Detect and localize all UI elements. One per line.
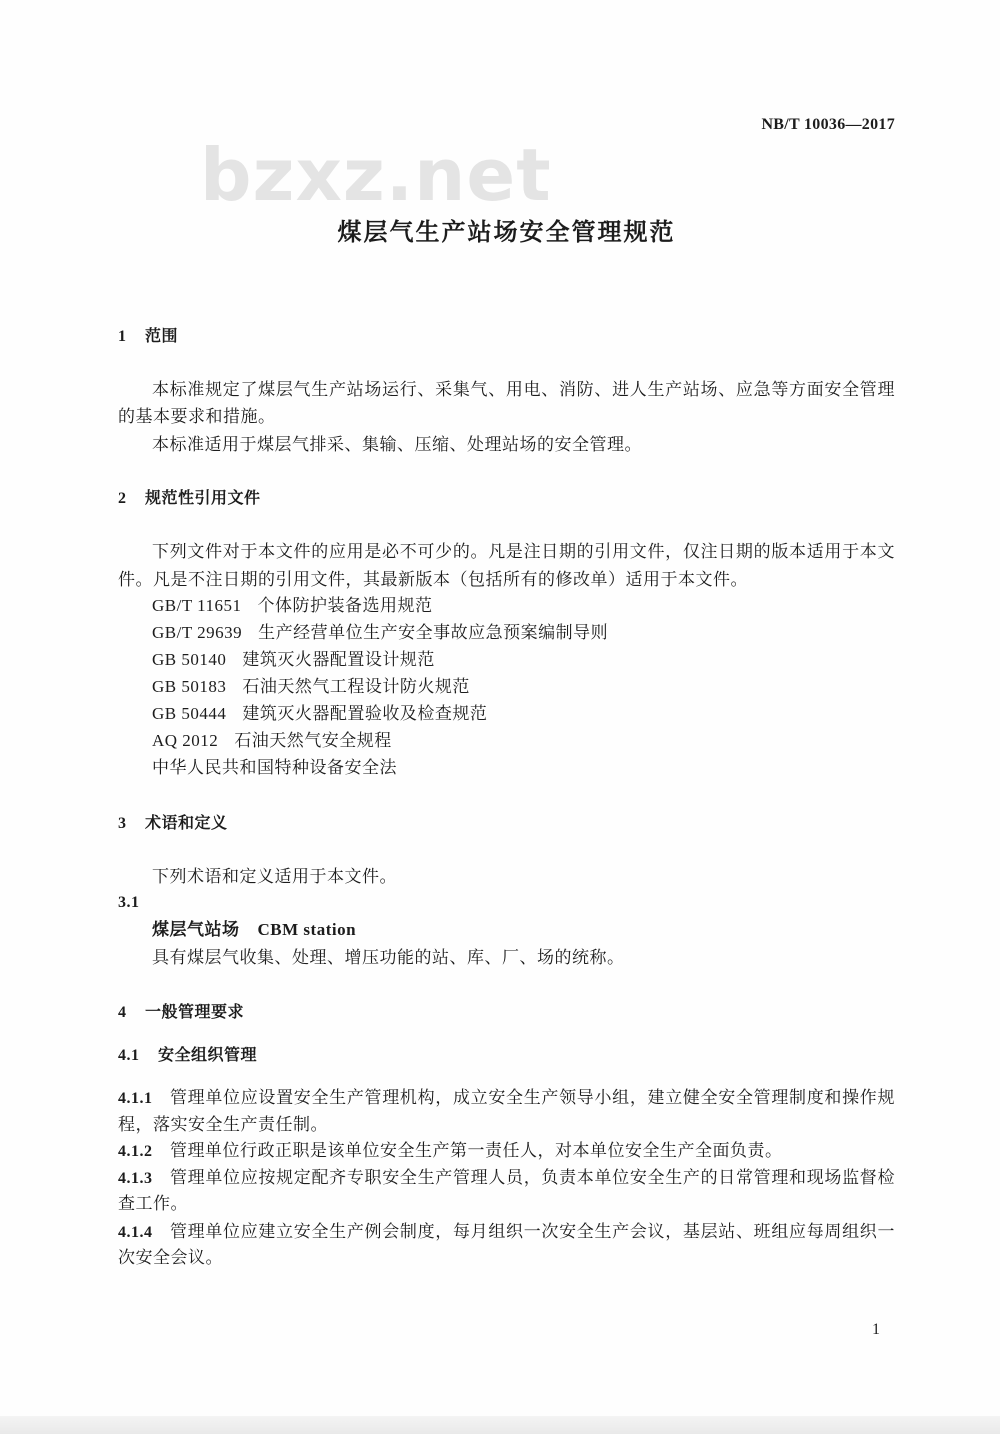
section-heading-4	[118, 998, 895, 1026]
term-number: 3.1	[118, 894, 140, 911]
reference-title: 建筑灭火器配置设计规范	[242, 650, 435, 670]
section-number: 2	[118, 490, 127, 507]
subsection-number: 4.1	[118, 1047, 140, 1064]
paragraph-line: 件。凡是不注日期的引用文件，其最新版本（包括所有的修改单）适用于本文件。	[118, 570, 748, 590]
reference-item	[152, 592, 895, 620]
section-title: 一般管理要求	[145, 1002, 245, 1021]
reference-item	[152, 754, 895, 782]
clause-4-1-1	[118, 1084, 895, 1112]
paragraph-line: 下列术语和定义适用于本文件。	[152, 867, 397, 887]
reference-item	[152, 727, 895, 755]
clause-number: 4.1.3	[118, 1170, 153, 1187]
subsection-title: 安全组织管理	[158, 1045, 258, 1064]
clause-4-1-2	[118, 1137, 895, 1165]
section-number: 3	[118, 815, 127, 832]
clause-text-continuation: 次安全会议。	[118, 1248, 223, 1268]
section-title: 术语和定义	[145, 813, 228, 832]
clause-text: 管理单位应按规定配齐专职安全生产管理人员，负责本单位安全生产的日常管理和现场监督检	[170, 1168, 895, 1188]
reference-title: 中华人民共和国特种设备安全法	[152, 758, 397, 778]
term-definition: 具有煤层气收集、处理、增压功能的站、库、厂、场的统称。	[152, 948, 625, 968]
clause-text-continuation: 查工作。	[118, 1194, 188, 1214]
clause-text: 管理单位应设置安全生产管理机构，成立安全生产领导小组，建立健全安全管理制度和操作规	[170, 1088, 895, 1108]
section-number: 4	[118, 1004, 127, 1021]
paragraph-line: 本标准适用于煤层气排采、集输、压缩、处理站场的安全管理。	[152, 435, 642, 455]
clause-text: 管理单位行政正职是该单位安全生产第一责任人，对本单位安全生产全面负责。	[170, 1141, 783, 1161]
term-name-zh: 煤层气站场	[152, 920, 240, 940]
clause-text-continuation: 程，落实安全生产责任制。	[118, 1115, 328, 1135]
reference-item	[152, 619, 895, 647]
term-name-en: CBM station	[257, 920, 357, 939]
paragraph-line: 本标准规定了煤层气生产站场运行、采集气、用电、消防、进人生产站场、应急等方面安全管理	[152, 380, 895, 400]
section-title: 规范性引用文件	[145, 488, 261, 507]
reference-title: 石油天然气安全规程	[234, 731, 392, 751]
paragraph-line: 的基本要求和措施。	[118, 407, 276, 427]
reference-code: AQ 2012	[152, 731, 219, 750]
subsection-heading-4-1	[118, 1041, 895, 1069]
page-number: 1	[872, 1321, 880, 1338]
reference-item	[152, 700, 895, 728]
reference-code: GB 50140	[152, 650, 227, 669]
clause-number: 4.1.2	[118, 1143, 153, 1160]
watermark: bzxz.net	[200, 133, 552, 217]
section-heading-3	[118, 809, 895, 837]
section-title: 范围	[145, 326, 179, 345]
section-heading-1	[118, 322, 895, 350]
reference-code: GB 50444	[152, 704, 227, 723]
reference-code: GB 50183	[152, 677, 227, 696]
reference-title: 石油天然气工程设计防火规范	[242, 677, 470, 697]
standard-code: NB/T 10036—2017	[761, 116, 895, 133]
clause-number: 4.1.4	[118, 1224, 153, 1241]
section-number: 1	[118, 328, 127, 345]
reference-title: 建筑灭火器配置验收及检查规范	[242, 704, 488, 724]
clause-number: 4.1.1	[118, 1090, 153, 1107]
reference-code: GB/T 11651	[152, 596, 242, 615]
clause-4-1-4	[118, 1218, 895, 1246]
reference-title: 个体防护装备选用规范	[257, 596, 433, 616]
reference-title: 生产经营单位生产安全事故应急预案编制导则	[258, 623, 609, 643]
clause-text: 管理单位应建立安全生产例会制度，每月组织一次安全生产会议，基层站、班组应每周组织一	[170, 1222, 895, 1242]
bottom-edge-band	[0, 1416, 1000, 1434]
paragraph-line: 下列文件对于本文件的应用是必不可少的。凡是注日期的引用文件，仅注日期的版本适用于本文	[152, 542, 895, 562]
document-title: 煤层气生产站场安全管理规范	[337, 217, 676, 246]
reference-item	[152, 673, 895, 701]
clause-4-1-3	[118, 1164, 895, 1192]
reference-code: GB/T 29639	[152, 623, 243, 642]
term-name	[152, 916, 895, 944]
reference-item	[152, 646, 895, 674]
section-heading-2	[118, 484, 895, 512]
